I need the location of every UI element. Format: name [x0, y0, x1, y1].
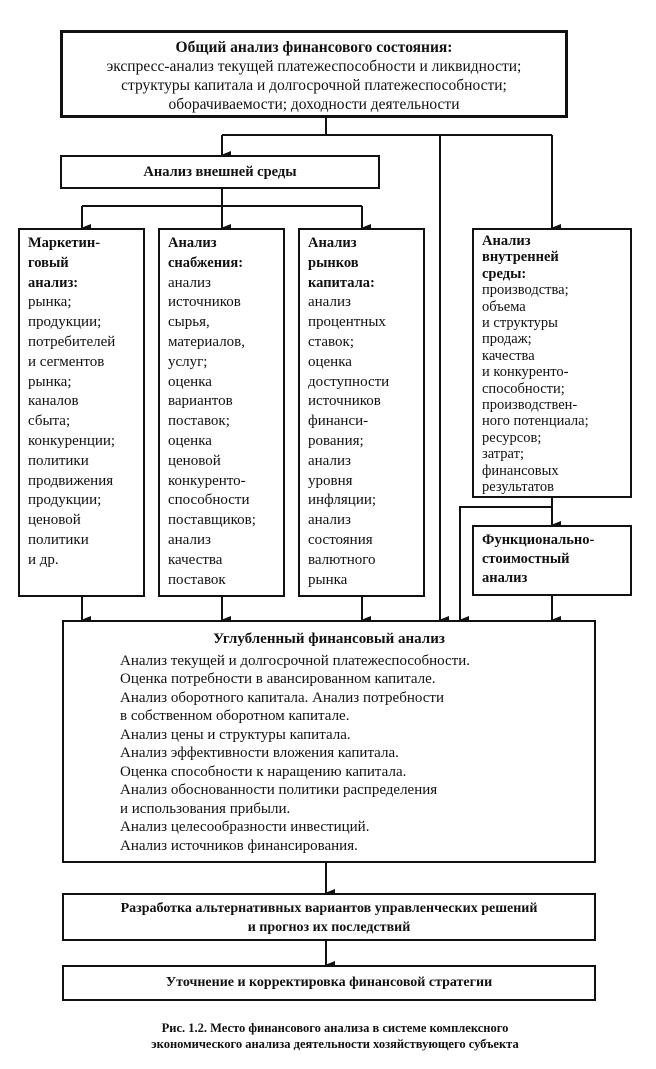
general-analysis-line: структуры капитала и долгосрочной платежеспособности; — [121, 77, 507, 94]
capital-markets-title: Анализ — [308, 235, 357, 251]
deep-analysis-item: Анализ целесообразности инвестиций. — [120, 819, 370, 835]
internal-item: и структуры — [482, 315, 558, 332]
deep-analysis-item: Анализ обоснованности политики распределения — [120, 782, 438, 798]
marketing-item: и сегментов — [28, 353, 105, 370]
deep-analysis-item: Анализ цены и структуры капитала. — [120, 726, 351, 743]
marketing-item: политики — [28, 452, 89, 469]
marketing-item: и др. — [28, 551, 59, 568]
deep-analysis-item: Оценка способности к наращению капитала. — [120, 763, 407, 780]
supply-item: конкуренто- — [168, 472, 246, 489]
alternatives-line: Разработка альтернативных вариантов управленческих решений — [120, 901, 538, 916]
internal-environment-box — [472, 228, 632, 498]
caption-line: экономического анализа деятельности хозяйствующего субъекта — [151, 1037, 519, 1051]
capital-markets-item: финанси- — [308, 413, 369, 430]
supply-title: Анализ — [168, 235, 217, 251]
marketing-item: продвижения — [28, 472, 114, 489]
deep-analysis-item: Оценка потребности в авансированном капитале. — [120, 671, 436, 687]
internal-item: способности; — [482, 380, 565, 397]
marketing-item: каналов — [28, 393, 79, 410]
marketing-title: Маркетин- — [28, 235, 101, 251]
marketing-item: продукции; — [28, 492, 102, 509]
capital-markets-item: рынка — [308, 571, 348, 588]
fca-title: Функционально- — [482, 532, 595, 548]
supply-item: источников — [168, 294, 241, 311]
deep-analysis-item: Анализ текущей и долгосрочной платежеспособности. — [120, 652, 471, 669]
capital-markets-item: анализ — [308, 294, 351, 311]
supply-item: услуг; — [168, 353, 208, 370]
deep-analysis-item: Анализ эффективности вложения капитала. — [120, 745, 399, 761]
capital-markets-item: анализ — [308, 452, 351, 469]
figure-caption — [60, 1020, 610, 1052]
capital-markets-item: доступности — [308, 373, 390, 390]
marketing-title: говый — [28, 254, 69, 271]
deep-analysis-item: и использования прибыли. — [120, 800, 291, 817]
capital-markets-item: уровня — [308, 472, 353, 489]
capital-markets-title: капитала: — [308, 274, 375, 291]
marketing-item: рынка; — [28, 294, 72, 311]
supply-item: анализ — [168, 531, 211, 548]
functional-cost-analysis-box — [472, 525, 632, 596]
capital-markets-item: анализ — [308, 512, 351, 529]
capital-markets-item: ставок; — [308, 333, 354, 350]
capital-markets-item: рования; — [308, 432, 364, 449]
marketing-item: рынка; — [28, 373, 72, 390]
deep-analysis-item: Анализ источников финансирования. — [120, 837, 358, 854]
strategy-title: Уточнение и корректировка финансовой стратегии — [165, 975, 493, 990]
internal-title: внутренней — [482, 249, 559, 266]
external-environment-box — [60, 155, 380, 189]
supply-item: способности — [168, 492, 250, 509]
capital-markets-item: процентных — [308, 314, 386, 331]
marketing-item: политики — [28, 531, 89, 548]
general-analysis-line: экспресс-анализ текущей платежеспособности и ликвидности; — [106, 58, 522, 75]
capital-markets-item: валютного — [308, 551, 376, 568]
supply-item: поставщиков; — [168, 512, 256, 529]
deep-analysis-box — [62, 620, 596, 863]
fca-title: стоимостный — [482, 551, 570, 567]
internal-item: объема — [482, 298, 526, 315]
supply-item: качества — [168, 551, 223, 568]
internal-item: ресурсов; — [482, 429, 542, 446]
marketing-item: ценовой — [28, 512, 81, 529]
internal-title: среды: — [482, 265, 527, 282]
deep-analysis-item: Анализ оборотного капитала. Анализ потребности — [120, 689, 444, 706]
internal-item: ного потенциала; — [482, 413, 589, 430]
capital-markets-item: оценка — [308, 353, 352, 370]
alternatives-box — [62, 893, 596, 941]
marketing-analysis-box — [18, 228, 145, 597]
internal-item: результатов — [482, 479, 555, 496]
capital-markets-item: источников — [308, 393, 381, 410]
internal-title: Анализ — [482, 233, 531, 249]
internal-item: финансовых — [482, 462, 559, 479]
marketing-item: продукции; — [28, 314, 102, 331]
supply-item: ценовой — [168, 452, 221, 469]
deep-analysis-title: Углубленный финансовый анализ — [213, 631, 445, 647]
supply-analysis-box — [158, 228, 285, 597]
marketing-item: потребителей — [28, 333, 116, 350]
supply-item: материалов, — [168, 333, 246, 350]
external-environment-title: Анализ внешней среды — [143, 164, 297, 180]
fca-title: анализ — [482, 570, 528, 586]
marketing-title: анализ: — [28, 274, 79, 291]
internal-item: продаж; — [482, 331, 532, 348]
supply-item: поставок — [168, 571, 226, 588]
caption-line: Рис. 1.2. Место финансового анализа в системе комплексного — [161, 1021, 509, 1035]
supply-item: оценка — [168, 432, 212, 449]
supply-item: поставок; — [168, 413, 230, 430]
supply-item: сырья, — [168, 314, 210, 331]
deep-analysis-item: в собственном оборотном капитале. — [120, 708, 350, 724]
general-analysis-box — [60, 30, 568, 118]
supply-item: оценка — [168, 373, 212, 390]
marketing-item: конкуренции; — [28, 432, 116, 449]
general-analysis-line: оборачиваемости; доходности деятельности — [168, 96, 460, 113]
internal-item: производства; — [482, 282, 569, 299]
alternatives-line: и прогноз их последствий — [247, 920, 411, 935]
marketing-item: сбыта; — [28, 413, 71, 430]
capital-markets-analysis-box — [298, 228, 425, 597]
general-analysis-title: Общий анализ финансового состояния: — [175, 39, 453, 56]
internal-item: производствен- — [482, 397, 578, 414]
supply-title: снабжения: — [168, 254, 244, 271]
capital-markets-item: инфляции; — [308, 492, 377, 509]
internal-item: качества — [482, 347, 535, 364]
strategy-box — [62, 965, 596, 1001]
internal-item: и конкуренто- — [482, 364, 569, 381]
supply-item: анализ — [168, 274, 211, 291]
capital-markets-title: рынков — [308, 254, 359, 271]
capital-markets-item: состояния — [308, 531, 373, 548]
supply-item: вариантов — [168, 393, 233, 410]
internal-item: затрат; — [482, 446, 524, 463]
